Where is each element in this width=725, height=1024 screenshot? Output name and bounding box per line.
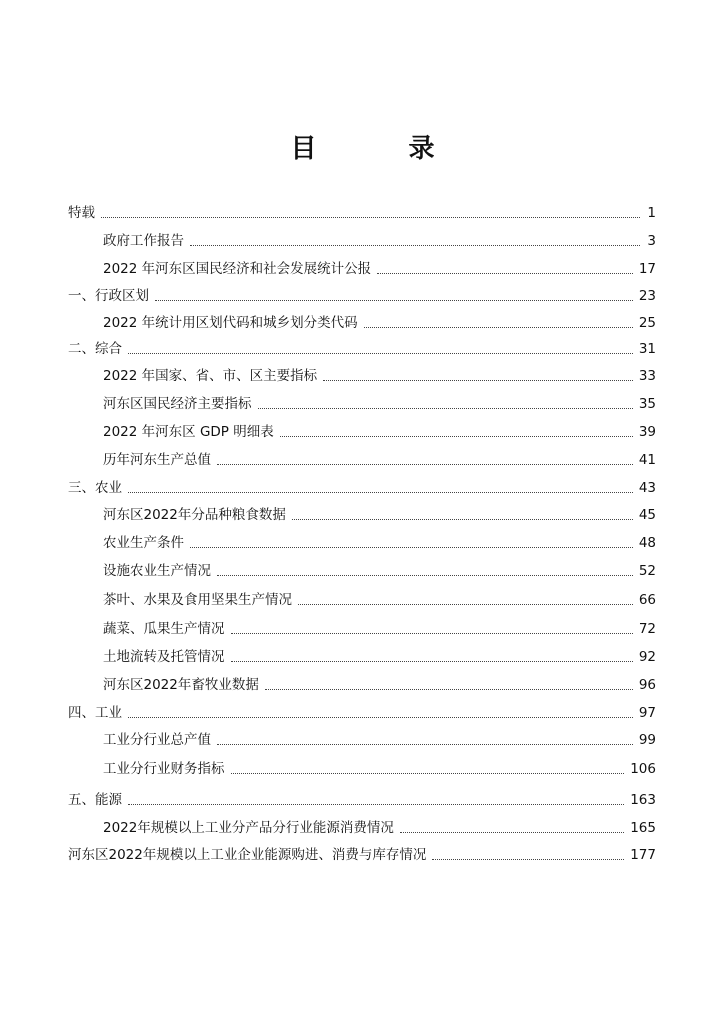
toc-entry[interactable]: [103, 368, 656, 384]
dot-leader: [292, 519, 633, 520]
toc-entry-title: 特载: [68, 205, 95, 221]
toc-entry[interactable]: [103, 233, 656, 249]
toc-entry[interactable]: [103, 261, 656, 277]
toc-entry-page: 25: [638, 315, 656, 331]
toc-entry-page: 41: [638, 452, 656, 468]
toc-section-comprehensive[interactable]: [68, 341, 656, 357]
toc-entry-page: 48: [638, 535, 656, 551]
toc-entry[interactable]: [68, 847, 656, 863]
toc-entry-title: 工业分行业财务指标: [103, 761, 225, 777]
toc-entry[interactable]: [103, 761, 656, 777]
toc-section-agriculture[interactable]: [68, 480, 656, 496]
dot-leader: [265, 689, 633, 690]
toc-entry-title: 2022 年河东区 GDP 明细表: [103, 424, 274, 440]
toc-entry-page: 97: [638, 705, 656, 721]
toc-entry-page: 92: [638, 649, 656, 665]
dot-leader: [231, 633, 633, 634]
dot-leader: [432, 859, 624, 860]
dot-leader: [298, 604, 633, 605]
toc-section-administrative[interactable]: [68, 288, 656, 304]
toc-entry-page: 23: [638, 288, 656, 304]
title-char-1: 目: [290, 134, 317, 164]
dot-leader: [217, 575, 633, 576]
dot-leader: [101, 217, 640, 218]
dot-leader: [155, 300, 633, 301]
toc-entry-page: 177: [630, 847, 656, 863]
toc-entry-title: 河东区2022年规模以上工业企业能源购进、消费与库存情况: [68, 847, 427, 863]
toc-entry-title: 农业生产条件: [103, 535, 184, 551]
dot-leader: [128, 804, 624, 805]
toc-entry-title: 政府工作报告: [103, 233, 184, 249]
toc-entry-page: 66: [638, 592, 656, 608]
toc-entry-title: 河东区2022年畜牧业数据: [103, 677, 259, 693]
toc-entry-page: 31: [638, 341, 656, 357]
toc-entry-page: 165: [630, 820, 656, 836]
toc-entry[interactable]: [103, 732, 656, 748]
toc-entry[interactable]: [103, 315, 656, 331]
toc-section-industry[interactable]: [68, 705, 656, 721]
toc-entry-title: 历年河东生产总值: [103, 452, 211, 468]
dot-leader: [231, 661, 633, 662]
toc-entry-page: 35: [638, 396, 656, 412]
toc-entry[interactable]: [103, 424, 656, 440]
toc-entry-title: 茶叶、水果及食用坚果生产情况: [103, 592, 292, 608]
toc-entry-title: 2022 年统计用区划代码和城乡划分类代码: [103, 315, 358, 331]
dot-leader: [128, 717, 633, 718]
toc-entry-title: 2022 年国家、省、市、区主要指标: [103, 368, 318, 384]
toc-entry[interactable]: [103, 677, 656, 693]
toc-entry-title: 一、行政区划: [68, 288, 149, 304]
toc-entry-page: 33: [638, 368, 656, 384]
dot-leader: [400, 832, 624, 833]
dot-leader: [280, 436, 633, 437]
toc-entry-title: 设施农业生产情况: [103, 563, 211, 579]
toc-entry[interactable]: [103, 820, 656, 836]
dot-leader: [128, 353, 633, 354]
toc-entry[interactable]: [103, 649, 656, 665]
toc-entry-title: 五、能源: [68, 792, 122, 808]
toc-entry-page: 72: [638, 621, 656, 637]
toc-section-energy[interactable]: [68, 792, 656, 808]
toc-entry[interactable]: [103, 396, 656, 412]
toc-entry[interactable]: [103, 535, 656, 551]
dot-leader: [128, 492, 633, 493]
dot-leader: [217, 744, 633, 745]
dot-leader: [190, 547, 633, 548]
dot-leader: [364, 327, 633, 328]
dot-leader: [323, 380, 633, 381]
toc-entry[interactable]: [103, 592, 656, 608]
toc-entry-title: 2022 年河东区国民经济和社会发展统计公报: [103, 261, 372, 277]
toc-entry-title: 蔬菜、瓜果生产情况: [103, 621, 225, 637]
dot-leader: [190, 245, 640, 246]
toc-entry[interactable]: [103, 563, 656, 579]
toc-entry-page: 43: [638, 480, 656, 496]
toc-entry-title: 四、工业: [68, 705, 122, 721]
toc-entry-title: 2022年规模以上工业分产品分行业能源消费情况: [103, 820, 394, 836]
title-char-2: 录: [408, 134, 435, 164]
toc-entry-title: 河东区国民经济主要指标: [103, 396, 252, 412]
toc-entry-page: 1: [647, 205, 656, 221]
toc-entry[interactable]: [103, 452, 656, 468]
dot-leader: [377, 273, 633, 274]
toc-entry-page: 99: [638, 732, 656, 748]
toc-entry[interactable]: [103, 621, 656, 637]
toc-entry-page: 39: [638, 424, 656, 440]
toc-entry-page: 106: [630, 761, 656, 777]
dot-leader: [258, 408, 633, 409]
toc-entry-page: 45: [638, 507, 656, 523]
toc-entry-title: 工业分行业总产值: [103, 732, 211, 748]
dot-leader: [231, 773, 625, 774]
dot-leader: [217, 464, 633, 465]
toc-entry-page: 163: [630, 792, 656, 808]
page-title: [0, 128, 725, 165]
toc-entry-title: 二、综合: [68, 341, 122, 357]
toc-entry-title: 三、农业: [68, 480, 122, 496]
toc-entry[interactable]: [103, 507, 656, 523]
toc-entry-page: 17: [638, 261, 656, 277]
toc-entry-page: 3: [647, 233, 656, 249]
toc-entry-title: 土地流转及托管情况: [103, 649, 225, 665]
toc-entry-title: 河东区2022年分品种粮食数据: [103, 507, 286, 523]
toc-entry-special[interactable]: [68, 205, 656, 221]
toc-entry-page: 52: [638, 563, 656, 579]
toc-entry-page: 96: [638, 677, 656, 693]
